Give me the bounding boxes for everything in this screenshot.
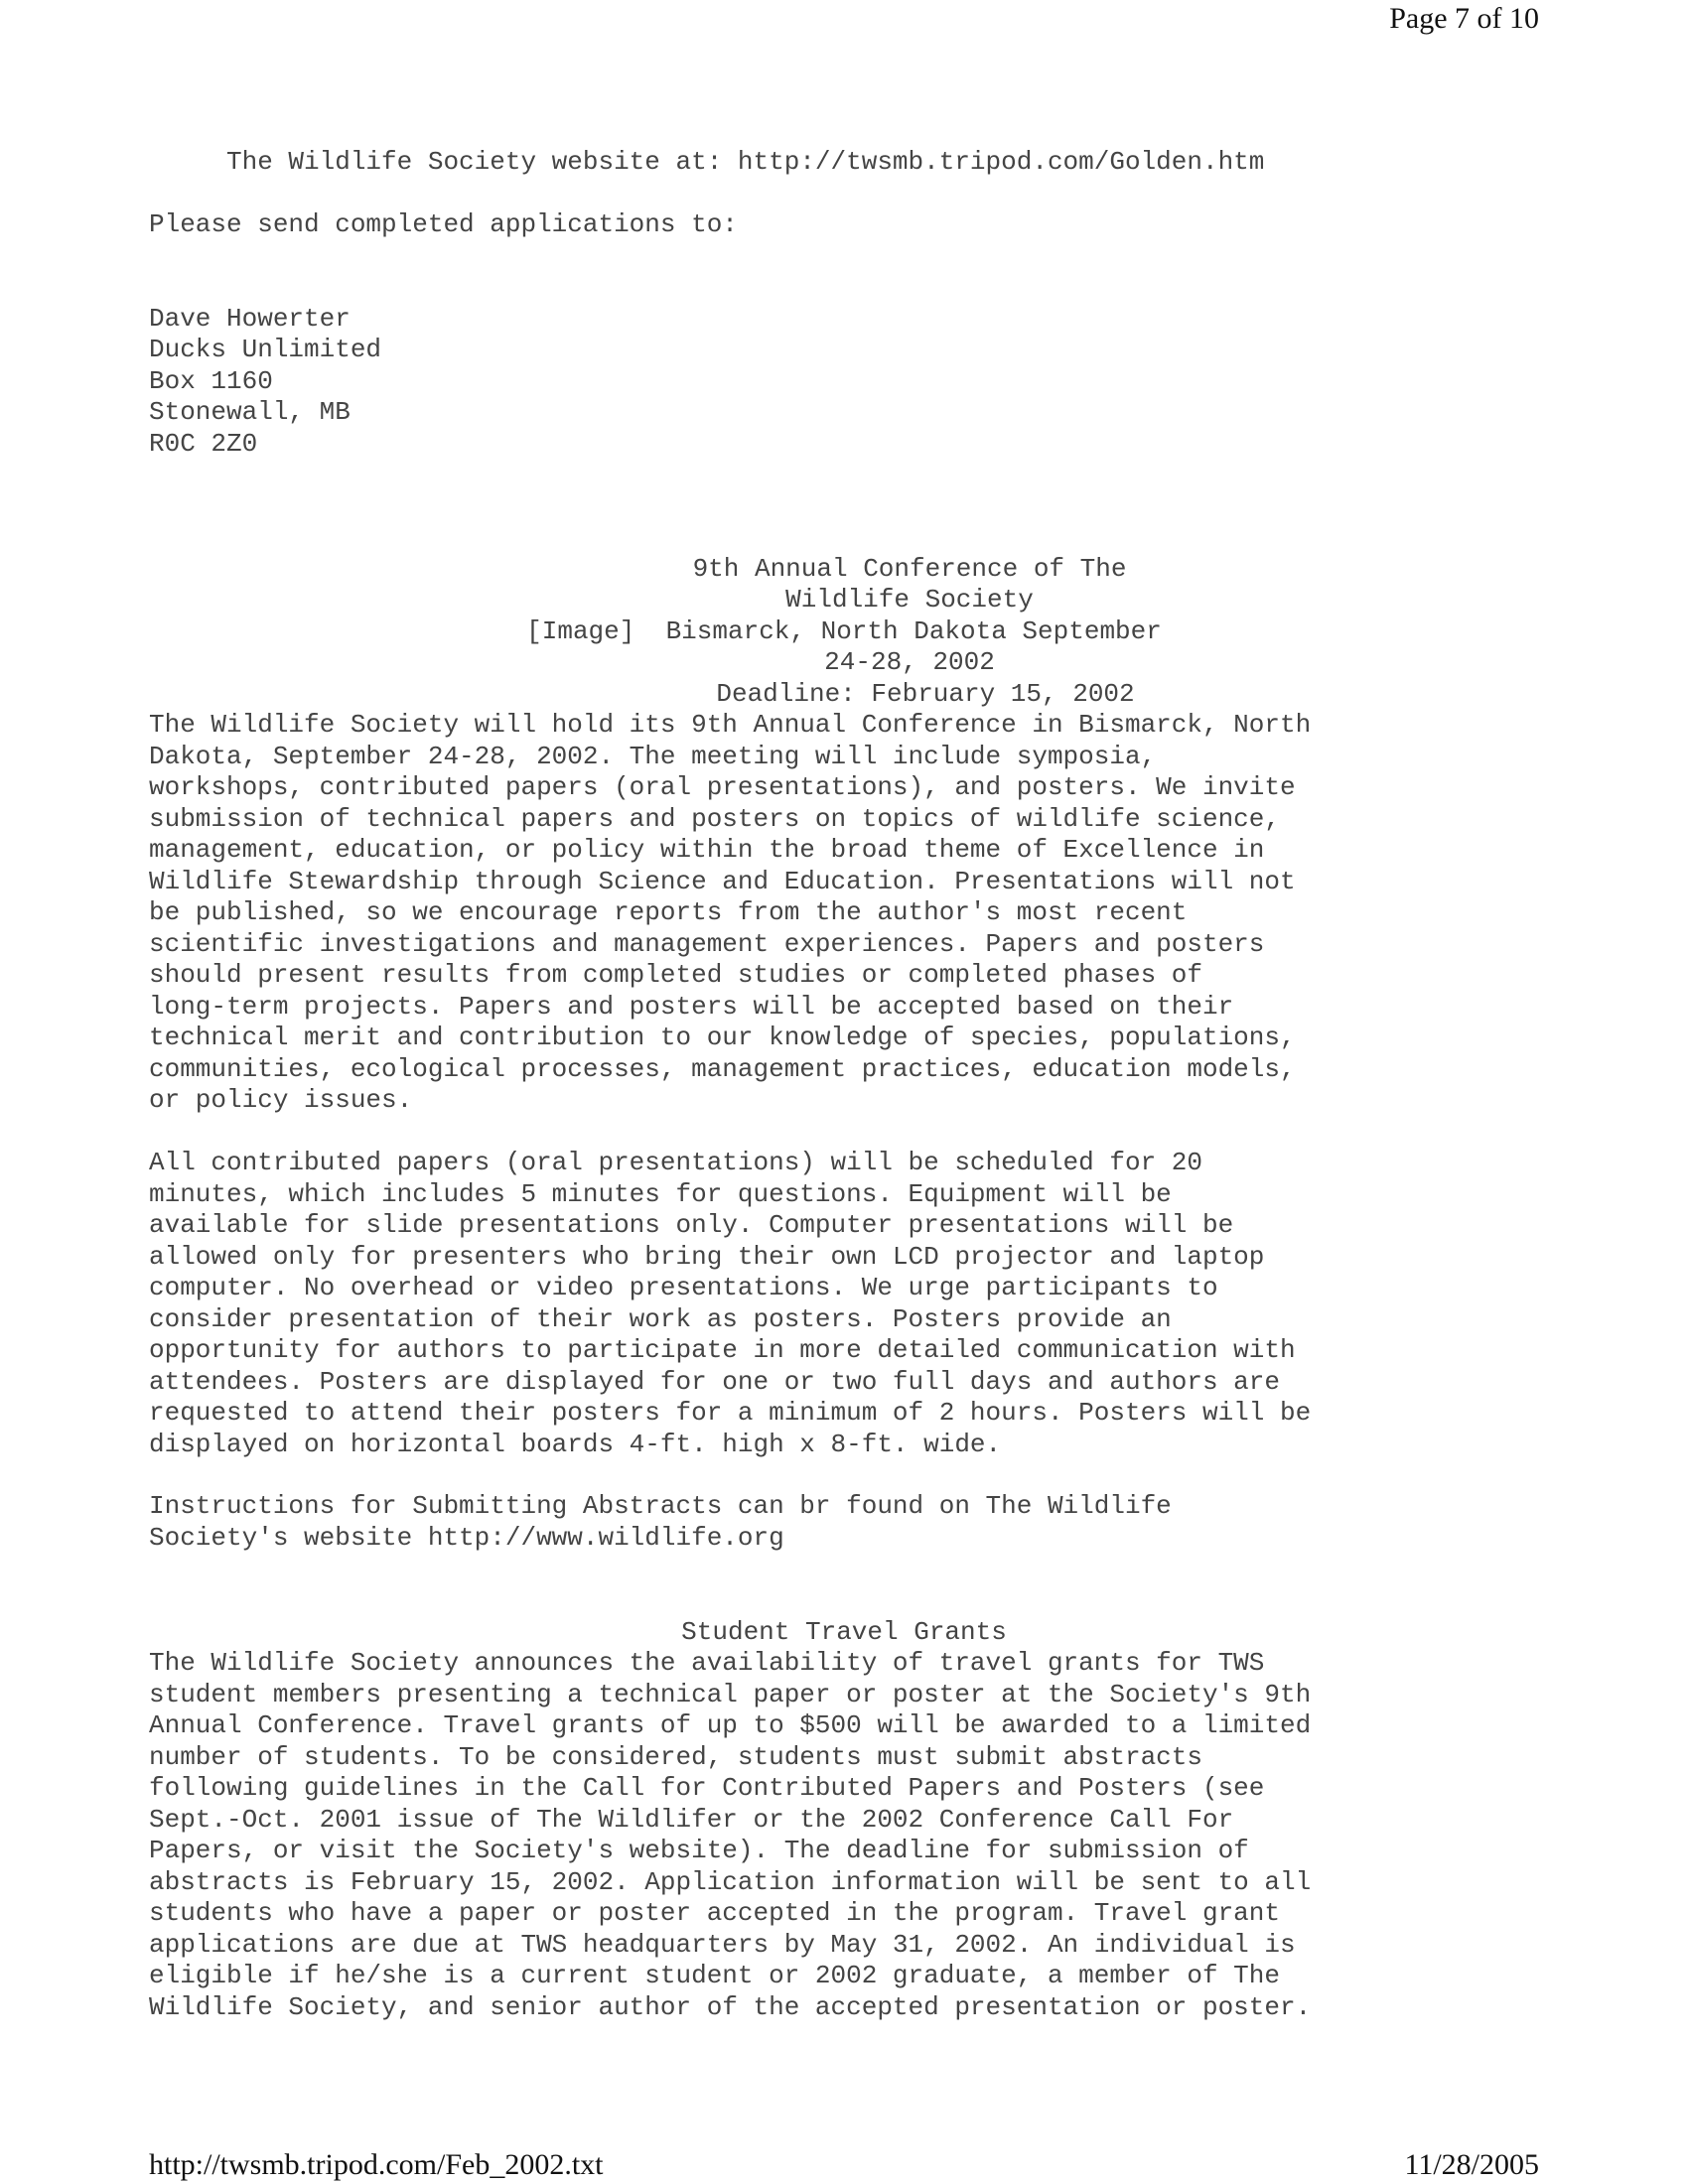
conference-dates: 24-28, 2002 xyxy=(824,647,995,677)
paragraph-abstract-instructions: Instructions for Submitting Abstracts can br found on The Wildlife Society's website http://www.wildlife.org xyxy=(149,1491,1172,1553)
conference-location-row xyxy=(149,616,1539,648)
page-number: Page 7 of 10 xyxy=(1389,2,1539,35)
paragraph-conference-overview: The Wildlife Society will hold its 9th Annual Conference in Bismarck, North Dakota, September 24-28, 2002. The meeting will include symposia, workshops, contributed papers (oral presentations), and posters. We invite submission of technical papers and posters on topics of wildlife science, management, education, or policy within the broad theme of Excellence in Wildlife Stewardship through Science and Education. Presentations will not be published, so we encourage reports from the author's most recent scientific investigations and management experiences. Papers and posters should present results from completed studies or completed phases of long-term projects. Papers and posters will be accepted based on their technical merit and contribution to our knowledge of species, populations, communities, ecological processes, management practices, education models, or policy issues. xyxy=(149,710,1312,1115)
conference-title-line2: Wildlife Society xyxy=(785,585,1034,614)
conference-header xyxy=(149,522,1539,742)
footer-date: 11/28/2005 xyxy=(1404,2148,1539,2181)
paragraph-presentation-details: All contributed papers (oral presentations) will be scheduled for 20 minutes, which includes 5 minutes for questions. Equipment will be available for slide presentations only. Computer presentations will be allowed only for presenters who bring their own LCD projector and laptop computer. No overhead or video presentations. We urge participants to consider presentation of their work as posters. Posters provide an opportunity for authors to participate in more detailed communication with attendees. Posters are displayed for one or two full days and authors are requested to attend their posters for a minimum of 2 hours. Posters will be displayed on horizontal boards 4-ft. high x 8-ft. wide. xyxy=(149,1148,1312,1459)
address-box: Box 1160 xyxy=(149,365,273,396)
paragraph-travel-grants: The Wildlife Society announces the availability of travel grants for TWS student members presenting a technical paper or poster at the Society's 9th Annual Conference. Travel grants of up to $500 will be awarded to a limited number of students. To be considered, students must submit abstracts following guidelines in the Call for Contributed Papers and Posters (see Sept.-Oct. 2001 issue of The Wildlifer or the 2002 Conference Call For Papers, or visit the Society's website). The deadline for submission of abstracts is February 15, 2002. Application information will be sent to all students who have a paper or poster accepted in the program. Travel grant applications are due at TWS headquarters by May 31, 2002. An individual is eligible if he/she is a current student or 2002 graduate, a member of The Wildlife Society, and senior author of the accepted presentation or poster. xyxy=(149,1648,1312,2022)
address-org: Ducks Unlimited xyxy=(149,335,382,364)
address-postal: R0C 2Z0 xyxy=(149,428,258,459)
footer-url: http://twsmb.tripod.com/Feb_2002.txt xyxy=(149,2148,604,2181)
website-line: The Wildlife Society website at: http://twsmb.tripod.com/Golden.htm xyxy=(149,147,1265,177)
grants-heading: Student Travel Grants xyxy=(681,1616,1007,1647)
send-applications-line: Please send completed applications to: xyxy=(149,209,738,239)
mailing-address xyxy=(149,272,1539,491)
image-placeholder: [Image] xyxy=(526,615,635,646)
conference-title-line1: 9th Annual Conference of The xyxy=(692,553,1127,584)
conference-location: Bismarck, North Dakota September xyxy=(665,615,1162,646)
conference-deadline: Deadline: February 15, 2002 xyxy=(716,678,1135,709)
address-city: Stonewall, MB xyxy=(149,397,351,427)
address-name: Dave Howerter xyxy=(149,303,351,334)
